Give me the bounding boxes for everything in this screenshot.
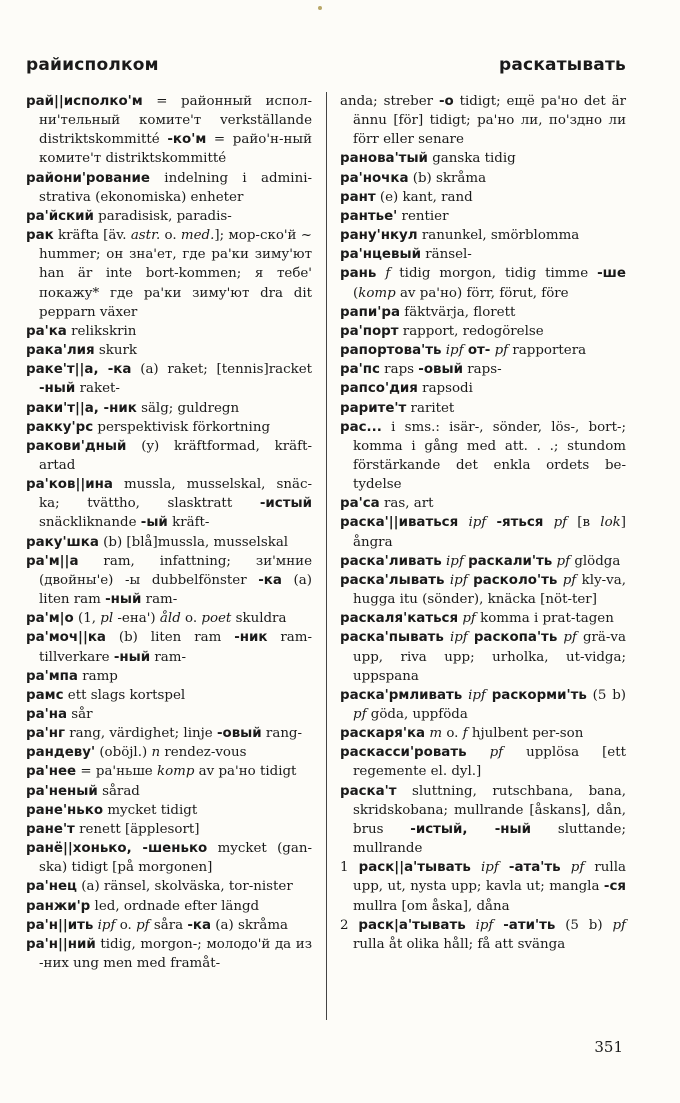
headword: -ый — [140, 515, 168, 531]
definition-text: raps- — [463, 362, 502, 378]
dictionary-entry — [340, 494, 626, 513]
dictionary-entry — [340, 341, 626, 360]
grammar-label: åld — [159, 611, 181, 627]
definition-text: ram- — [150, 649, 186, 665]
definition-text: ram, infattning; зи'мние (двойны'е) -ы dubbelfönster — [39, 553, 312, 588]
definition-text: renett [äpplesort] — [74, 821, 200, 837]
headword: ра'йский — [26, 208, 94, 224]
headword: рандеву' — [26, 745, 96, 761]
definition-text: = райо'н-ный комите'т distriktskommitté — [39, 132, 312, 167]
headword: -ата'ть — [508, 860, 561, 876]
dictionary-entry — [340, 609, 626, 628]
dictionary-entry — [340, 571, 626, 609]
definition-text: relikskrin — [66, 323, 137, 339]
dictionary-entry — [26, 341, 312, 360]
definition-text: kräfta [äv. — [53, 228, 131, 244]
headword: -истый — [259, 496, 312, 512]
headword: раскали'ть — [468, 553, 553, 569]
dictionary-entry — [26, 475, 312, 532]
grammar-label: pl — [100, 611, 114, 627]
dictionary-entry — [340, 360, 626, 379]
definition-text: sälg; guldregn — [136, 400, 240, 416]
definition-text: fäktvärja, florett — [399, 304, 516, 320]
definition-text: av ра'но) förr, förut, före — [395, 285, 569, 301]
dictionary-entry — [26, 169, 312, 207]
definition-text: ram-tillverkare — [39, 630, 312, 665]
grammar-label: poet — [201, 611, 232, 627]
definition-text: (a) raket; [tennis]racket — [131, 362, 312, 378]
definition-text: raps — [379, 362, 419, 378]
definition-text: indelning i admini-strativa (ekonomiska) enheter — [39, 170, 312, 205]
headword: -ко'м — [167, 132, 207, 148]
definition-text: mycket (gan-ska) tidigt [på morgonen] — [39, 841, 313, 876]
headword: ра'н||ний — [26, 936, 96, 952]
grammar-label: pf — [136, 917, 150, 933]
definition-text: (1, — [73, 611, 101, 627]
definition-text: i sms.: isär-, sönder, lös-, bort-; komma i gång med att. . .; stundom förstärkande det enkla ordets be-tydelse — [353, 419, 626, 493]
definition-text: skurk — [94, 343, 138, 359]
definition-text: ett slags kortspel — [63, 687, 186, 703]
grammar-label: komp — [358, 285, 396, 301]
headword: ра'моч||ка — [26, 630, 106, 646]
dictionary-entry — [26, 92, 312, 169]
grammar-label: pf — [353, 707, 367, 722]
grammar-label: pf — [489, 745, 504, 761]
headword: рапи'ра — [340, 304, 400, 320]
grammar-label: pf — [553, 515, 568, 531]
definition-text: rang- — [261, 726, 303, 742]
headword: -ся — [603, 879, 626, 895]
headword: раскаря'ка — [340, 726, 426, 742]
grammar-label: ipf — [449, 630, 468, 646]
grammar-label: ipf — [449, 572, 468, 588]
dictionary-entry — [340, 188, 626, 207]
definition-text — [467, 745, 490, 760]
headword: раскасси'ровать — [340, 745, 467, 761]
grammar-label: n — [151, 745, 161, 761]
headword: -яться — [496, 515, 544, 531]
definition-text: (a) skråma — [211, 917, 289, 933]
definition-text: mussla, musselskal, snäc-ka; tvättho, slasktratt — [39, 477, 312, 512]
dictionary-entry — [26, 552, 312, 609]
headword: раскаля'каться — [340, 611, 459, 627]
definition-text: ränsel- — [420, 247, 472, 263]
definition-text: rapport, redogörelse — [398, 323, 544, 339]
headword: рамс — [26, 687, 64, 703]
definition-text: 2 — [340, 917, 359, 933]
headword: ра'м||а — [26, 553, 79, 569]
headword: раскопа'ть — [473, 630, 558, 646]
grammar-label: pf — [612, 917, 626, 933]
headword: ра'ков||ина — [26, 477, 113, 493]
headword: ра'ка — [26, 323, 67, 339]
headword: рака'лия — [26, 343, 95, 359]
headword: раскорми'ть — [491, 687, 587, 703]
grammar-label: med. — [180, 228, 215, 244]
dictionary-entry — [26, 782, 312, 801]
grammar-label: f — [385, 266, 391, 282]
definition-text: = ра'ньше — [76, 764, 157, 780]
headword: рапортова'ть — [340, 343, 442, 359]
grammar-label: pf — [562, 572, 577, 588]
definition-text — [561, 860, 571, 875]
definition-text: av ра'но tidigt — [194, 764, 297, 780]
dictionary-entry — [26, 437, 312, 475]
definition-text — [466, 918, 476, 933]
dictionary-entry — [340, 782, 626, 859]
definition-text: skuldra — [231, 611, 287, 627]
dictionary-entry — [26, 533, 312, 552]
dictionary-entry — [26, 762, 312, 781]
definition-text: kräft- — [167, 515, 210, 531]
definition-text: (oböjl.) — [95, 745, 152, 761]
definition-text: perspektivisk förkortning — [93, 419, 271, 435]
dictionary-entry — [340, 686, 626, 724]
definition-text: grä-va upp, riva upp; urholka, ut-vidga; uppspana — [353, 630, 626, 684]
headword: рак — [26, 228, 54, 244]
definition-text: mycket tidigt — [103, 802, 198, 818]
dictionary-entry — [340, 169, 626, 188]
definition-text: rulla upp, ut, nysta upp; kavla ut; mangla — [353, 860, 626, 895]
definition-text: anda; streber — [340, 94, 439, 109]
grammar-label: ipf — [468, 515, 487, 531]
definition-text: mullra [om åska], dåna — [353, 898, 510, 914]
headword: рань — [340, 266, 377, 282]
headword: -овый — [216, 726, 262, 742]
definition-text: sårad — [97, 783, 140, 799]
headword: от- — [467, 343, 491, 359]
headword: рапсо'дия — [340, 381, 418, 397]
definition-text: [в — [567, 515, 601, 531]
headword: рану'нкул — [340, 228, 418, 244]
headword: ра'са — [340, 496, 380, 512]
grammar-label: ipf — [445, 553, 464, 569]
dictionary-entry — [26, 724, 312, 743]
definition-text: ( — [353, 285, 359, 301]
headword: -о — [438, 94, 454, 109]
headword: раки'т||а, -ник — [26, 400, 137, 416]
definition-text: sår — [67, 707, 93, 722]
definition-text — [471, 860, 481, 875]
headword: ранё||хонько, -шенько — [26, 841, 208, 857]
headword: -истый, -ный — [410, 821, 532, 837]
grammar-label: f — [462, 726, 468, 742]
headword: раск|а'тывать — [358, 917, 466, 933]
grammar-label: ipf — [445, 343, 464, 359]
dictionary-entry — [340, 245, 626, 264]
column-divider — [326, 92, 327, 1020]
definition-text: (y) kräftformad, kräft-artad — [39, 438, 312, 473]
definition-text: 1 — [340, 860, 359, 876]
headword: ра'пс — [340, 362, 380, 378]
headword: ракку'рс — [26, 419, 94, 435]
definition-text: rapportera — [508, 343, 587, 359]
dictionary-entry — [26, 897, 312, 916]
dictionary-entry — [340, 379, 626, 398]
dictionary-entry — [340, 149, 626, 168]
headword: рас... — [340, 419, 382, 435]
page-number: 351 — [594, 1038, 623, 1056]
grammar-label: pf — [556, 553, 571, 569]
dictionary-entry — [340, 418, 626, 495]
headword: рарите'т — [340, 400, 407, 416]
headword: -ный — [105, 592, 142, 608]
headword: -ник — [234, 630, 268, 646]
headword: райони'рование — [26, 170, 150, 186]
dictionary-entry — [340, 628, 626, 685]
definition-text — [543, 515, 553, 530]
dictionary-entry — [26, 418, 312, 437]
dictionary-entry — [340, 916, 626, 954]
grammar-label: pf — [462, 611, 476, 627]
definition-text: (b) skråma — [408, 170, 487, 186]
headword: раск||а'тывать — [358, 860, 471, 876]
definition-text: ]; мор-ско'й ~ hummer; он зна'ет, где ра'ки зиму'ют han är inte bort-kommen; я тебе' покажу* где ра'ки зиму'ют dra dit pepparn växer — [39, 228, 312, 320]
definition-text: ram- — [141, 592, 178, 608]
headword: -ше — [597, 266, 626, 282]
definition-text: = районный испол-ни'тельный комите'т verkställande distriktskommitté — [39, 94, 312, 148]
dictionary-entry — [26, 705, 312, 724]
definition-text: rentier — [397, 208, 449, 224]
dictionary-entry — [340, 724, 626, 743]
grammar-label: ipf — [97, 917, 116, 933]
definition-text: o. — [160, 228, 181, 244]
headword: -ати'ть — [503, 917, 556, 933]
definition-text: tidig, morgon-; молодо'й да из -них ung men med framåt- — [39, 936, 312, 972]
headword: расколо'ть — [473, 572, 558, 588]
dictionary-entry — [340, 303, 626, 322]
dictionary-entry — [340, 552, 626, 571]
left-column — [26, 92, 312, 973]
dictionary-entry — [340, 858, 626, 915]
headword: ра'неный — [26, 783, 98, 799]
dictionary-entry — [26, 801, 312, 820]
dictionary-entry — [26, 322, 312, 341]
definition-text — [499, 860, 509, 875]
grammar-label: komp — [156, 764, 195, 780]
headword: -ка — [187, 917, 212, 933]
headword: раска'лывать — [340, 572, 445, 588]
definition-text: rapsodi — [417, 381, 473, 397]
definition-text: led, ordnade efter längd — [90, 898, 260, 914]
grammar-label: ipf — [468, 687, 486, 703]
headword: -овый — [418, 362, 463, 378]
grammar-label: astr. — [130, 228, 161, 244]
headword: ра'мпа — [26, 668, 78, 684]
right-column — [340, 92, 626, 954]
definition-text: sluttning, rutschbana, bana, skridskobana; mullrande [åskans], dån, brus — [353, 783, 626, 837]
definition-text: (b) [blå]mussla, musselskal — [98, 534, 289, 550]
dictionary-entry — [26, 686, 312, 705]
definition-text: göda, uppföda — [366, 707, 468, 722]
headword: ранова'тый — [340, 151, 428, 167]
headword: ра'порт — [340, 323, 399, 339]
definition-text: rendez-vous — [160, 745, 247, 761]
headword: -ный — [113, 649, 151, 665]
grammar-label: pf — [570, 860, 585, 876]
headword: раска'т — [340, 783, 397, 799]
definition-text: o. — [115, 917, 137, 933]
definition-text: ras, art — [379, 496, 434, 512]
headword: рантье' — [340, 208, 398, 224]
dictionary-entry — [26, 628, 312, 666]
headword: -ка — [258, 572, 282, 588]
dictionary-entry — [26, 207, 312, 226]
definition-text: raket- — [75, 381, 120, 397]
headword: ра'нец — [26, 879, 77, 895]
headword: ракови'дный — [26, 438, 127, 454]
running-head-right: раскатывать — [499, 55, 626, 75]
headword: ра'на — [26, 707, 68, 722]
grammar-label: pf — [563, 630, 577, 646]
headword: раска'||иваться — [340, 515, 459, 531]
grammar-label: m — [429, 726, 443, 742]
dictionary-entry — [26, 667, 312, 686]
dictionary-entry — [340, 399, 626, 418]
definition-text — [486, 515, 496, 530]
dictionary-entry — [340, 226, 626, 245]
definition-text: hjulbent per-son — [467, 726, 584, 742]
headword: рант — [340, 189, 376, 205]
headword: раска'рмливать — [340, 687, 463, 703]
definition-text — [493, 918, 503, 933]
dictionary-entry — [340, 207, 626, 226]
headword: ранжи'р — [26, 898, 91, 914]
definition-text: o. — [442, 726, 463, 742]
dictionary-entry — [26, 609, 312, 628]
headword: раска'ливать — [340, 553, 442, 569]
definition-text: ganska tidig — [427, 151, 516, 167]
grammar-label: pf — [494, 343, 509, 359]
headword: ра'н||ить — [26, 917, 94, 933]
dictionary-entry — [26, 935, 312, 973]
definition-text: såra — [149, 917, 188, 933]
headword: ране'нько — [26, 802, 104, 818]
definition-text: rulla åt olika håll; få att svänga — [353, 936, 566, 952]
dictionary-entry — [26, 916, 312, 935]
dictionary-entry — [340, 264, 626, 302]
dictionary-entry — [26, 360, 312, 398]
dictionary-entry — [340, 743, 626, 781]
headword: ра'нцевый — [340, 247, 421, 263]
definition-text: komma i prat-tagen — [475, 611, 614, 627]
headword: раке'т||а, -ка — [26, 362, 132, 378]
definition-text: -ена') — [113, 611, 160, 627]
definition-text: (a) liten ram — [39, 572, 312, 608]
headword: ра'ночка — [340, 170, 409, 186]
running-head-left: райисполком — [26, 55, 159, 75]
dictionary-entry — [26, 743, 312, 762]
headword: -ный — [39, 381, 76, 397]
headword: ра'нее — [26, 764, 77, 780]
dictionary-entry — [26, 226, 312, 322]
definition-text: o. — [180, 611, 202, 627]
grammar-label: ipf — [475, 917, 494, 933]
grammar-label: lok — [600, 515, 621, 531]
dictionary-entry — [340, 92, 626, 149]
headword: ране'т — [26, 821, 75, 837]
grammar-label: ipf — [480, 860, 499, 876]
dictionary-entry — [26, 399, 312, 418]
dictionary-entry — [26, 877, 312, 896]
headword: ра'нг — [26, 726, 65, 742]
definition-text: kly-va, hugga itu (sönder), knäcka [nöt-ter] — [353, 572, 626, 608]
headword: ра'м|о — [26, 611, 74, 627]
definition-text: rang, värdighet; linje — [64, 726, 217, 742]
definition-text: glödga — [570, 553, 621, 569]
definition-text: paradisisk, paradis- — [93, 208, 232, 224]
dictionary-entry — [340, 513, 626, 551]
definition-text: (5 b) — [555, 917, 613, 933]
definition-text: tidig morgon, tidig timme — [390, 266, 598, 282]
definition-text: ranunkel, smörblomma — [417, 228, 580, 244]
definition-text — [376, 266, 385, 281]
definition-text: tidigt; ещё ра'но det är ännu [för] tidigt; ра'но ли, по'здно ли förr eller senare — [353, 94, 626, 148]
definition-text: snäckliknande — [39, 515, 141, 531]
definition-text: (5 b) — [586, 687, 626, 703]
dictionary-entry — [26, 820, 312, 839]
headword: раска'пывать — [340, 630, 444, 646]
definition-text: sluttande; mullrande — [353, 821, 626, 857]
headword: раку'шка — [26, 534, 99, 550]
definition-text — [458, 515, 468, 530]
dictionary-entry — [26, 839, 312, 877]
headword: рай||исполко'м — [26, 94, 143, 109]
definition-text: (b) liten ram — [105, 630, 235, 646]
ink-dot — [318, 6, 322, 10]
definition-text: ] ångra — [353, 515, 626, 550]
definition-text: upplösa [ett regemente el. dyl.] — [353, 745, 626, 780]
dictionary-entry — [340, 322, 626, 341]
definition-text: raritet — [406, 400, 455, 416]
definition-text: (a) ränsel, skolväska, tor-nister — [76, 879, 293, 895]
definition-text: (e) kant, rand — [375, 189, 473, 205]
definition-text: ramp — [77, 668, 118, 684]
